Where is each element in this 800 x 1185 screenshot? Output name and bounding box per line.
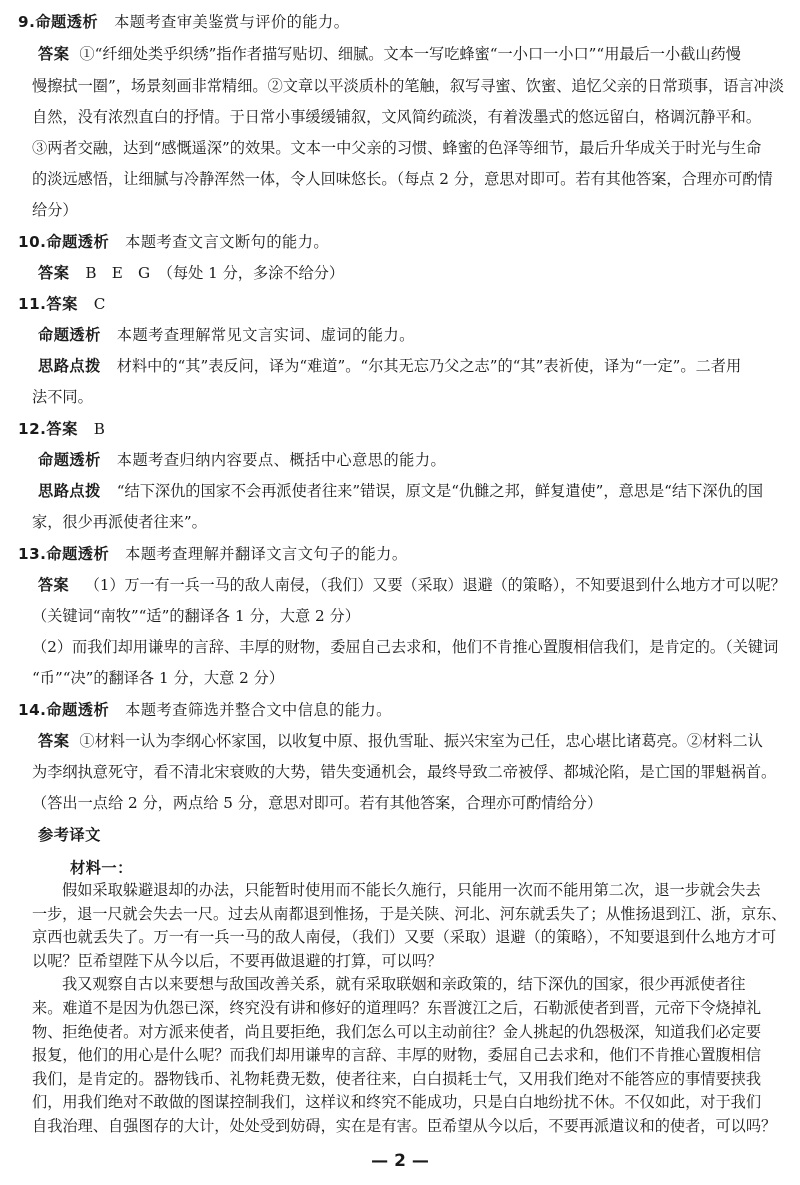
q9-answer-line-4: ③两者交融，达到“感慨遥深”的效果。文本一中父亲的习惯、蜂蜜的色泽等细节，最后升华成关于时光与生命 — [32, 139, 762, 157]
page-number: — 2 — — [371, 1151, 429, 1171]
translation-p1-line-1: 假如采取躲避退却的办法，只能暂时使用而不能长久施行，只能用一次而不能用第二次，退一步就会失去 — [62, 881, 761, 899]
q10-label-answer: 答案 — [38, 264, 70, 282]
material-one-heading: 材料一： — [70, 859, 133, 877]
translation-p2-line-2: 来。难道不是因为仇怨已深，终究没有讲和修好的道理吗？东晋渡江之后，石勒派使者到晋，元帝下令烧掉礼 — [32, 999, 761, 1017]
q9-answer-line-2: 慢擦拭一圈”，场景刻画非常精细。②文章以平淡质朴的笔触，叙写寻蜜、饮蜜、追忆父亲的日常琐事，语言冲淡 — [32, 77, 784, 95]
q12-label-answer: 答案 — [46, 420, 78, 438]
q12-label-silu: 思路点拨 — [38, 482, 101, 500]
q11-silu-line-2: 法不同。 — [32, 388, 93, 406]
q9-answer-line-6: 给分） — [32, 201, 78, 219]
translation-p1-line-3: 京西也就丢失了。万一有一兵一马的敌人南侵，（我们）又要（采取）退避（的策略），不知要退到什么地方才可 — [32, 928, 777, 946]
q9-label-mingti: 命题透析 — [35, 13, 99, 31]
translation-p2-line-6: 们，用我们绝对不敢做的图谋控制我们，这样议和终究不能成功，只是白白地纷扰不休。不仅如此，对于我们 — [32, 1093, 761, 1111]
translation-p2-line-7: 自我治理、自强图存的大计，处处受到妨碍，实在是有害。臣希望从今以后，不要再派遣议和的使者，可以吗？ — [32, 1117, 777, 1135]
q9-number: 9. — [18, 13, 36, 31]
translation-p2-line-3: 物、拒绝使者。对方派来使者，尚且要拒绝，我们怎么可以主动前往？金人挑起的仇怨极深，知道我们必定要 — [32, 1023, 761, 1041]
q12-silu-line-2: 家，很少再派使者往来”。 — [32, 513, 207, 531]
q13-mingti-text: 本题考查理解并翻译文言文句子的能力。 — [125, 545, 408, 563]
q12-mingti-text: 本题考查归纳内容要点、概括中心意思的能力。 — [116, 451, 447, 469]
q9-mingti-text: 本题考查审美鉴赏与评价的能力。 — [114, 13, 350, 31]
q9-answer-line-5: 的淡远感悟，让细腻与冷静浑然一体，令人回味悠长。（每点 2 分，意思对即可。若有其他答案，合理亦可酌情 — [32, 170, 773, 188]
q14-answer-line-3: （答出一点给 2 分，两点给 5 分，意思对即可。若有其他答案，合理亦可酌情给分） — [32, 794, 603, 812]
q13-answer-line-4: “币”“决”的翻译各 1 分，大意 2 分） — [32, 669, 284, 687]
q14-mingti-text: 本题考查筛选并整合文中信息的能力。 — [125, 701, 392, 719]
q14-answer-line-1: 答案 ①材料一认为李纲心怀家国，以收复中原、报仇雪耻、振兴宋室为己任，忠心堪比诸葛亮。②材料二认 — [38, 732, 763, 750]
q10-mingti-text: 本题考查文言文断句的能力。 — [125, 233, 330, 251]
q14-label-answer: 答案 — [38, 732, 70, 750]
q11-silu-line-1: 思路点拨 材料中的“其”表反问，译为“难道”。“尔其无忘乃父之志”的“其”表祈使，译为“一定”。二者用 — [38, 357, 742, 375]
q10-header — [18, 226, 329, 258]
q14-number: 14. — [18, 701, 47, 719]
q10-label-mingti: 命题透析 — [46, 233, 110, 251]
q11-number: 11. — [18, 295, 47, 313]
q9-header — [18, 6, 349, 38]
q9-answer-line-3: 自然，没有浓烈直白的抒情。于日常小事缓缓铺叙，文风简约疏淡，有着泼墨式的悠远留白，格调沉静平和。 — [32, 108, 761, 126]
q14-answer-line-2: 为李纲执意死守，看不清北宋衰败的大势，错失变通机会，最终导致二帝被俘、都城沦陷，是亡国的罪魁祸首。 — [32, 763, 777, 781]
q10-number: 10. — [18, 233, 47, 251]
q14-label-mingti: 命题透析 — [46, 701, 110, 719]
translation-p1-line-2: 一步，退一尺就会失去一尺。过去从南都退到惟扬，于是关陕、河北、河东就丢失了；从惟扬退到江、浙，京东、 — [32, 905, 787, 923]
q13-number: 13. — [18, 545, 47, 563]
q13-answer-line-2: （关键词“南牧”“适”的翻译各 1 分，大意 2 分） — [32, 607, 360, 625]
translation-p2-line-1: 我又观察自古以来要想与敌国改善关系，就有采取联姻和亲政策的，结下深仇的国家，很少再派使者往 — [62, 975, 746, 993]
q11-label-silu: 思路点拨 — [38, 357, 101, 375]
q10-answer — [38, 257, 344, 289]
q12-number: 12. — [18, 420, 47, 438]
q12-label-mingti: 命题透析 — [38, 451, 101, 469]
q12-silu-line-1: 思路点拨 “结下深仇的国家不会再派使者往来”错误，原文是“仇雠之邦，鲜复遣使”，意思是“结下深仇的国 — [38, 482, 764, 500]
q9-label-answer: 答案 — [38, 45, 70, 63]
q13-answer-line-3: （2）而我们却用谦卑的言辞、丰厚的财物，委屈自己去求和，他们不肯推心置腹相信我们，是肯定的。（关键词 — [32, 638, 779, 656]
q14-header — [18, 694, 392, 726]
q11-label-answer: 答案 — [46, 295, 78, 313]
reference-translation-title: 参考译文 — [38, 826, 101, 844]
q11-mingti — [38, 319, 415, 351]
q12-mingti — [38, 444, 446, 476]
translation-p2-line-5: 我们，是肯定的。器物钱币、礼物耗费无数，使者往来，白白损耗士气，又用我们绝对不能答应的事情要挟我 — [32, 1070, 761, 1088]
q11-answer-text: C — [93, 295, 106, 313]
q13-label-answer: 答案 — [38, 576, 70, 594]
q13-header — [18, 538, 408, 570]
q11-label-mingti: 命题透析 — [38, 326, 101, 344]
q10-answer-text: B E G （每处 1 分，多涂不给分） — [85, 264, 345, 282]
q13-label-mingti: 命题透析 — [46, 545, 110, 563]
translation-p2-line-4: 报复，他们的用心是什么呢？而我们却用谦卑的言辞、丰厚的财物，委屈自己去求和，他们不肯推心置腹相信 — [32, 1046, 761, 1064]
q12-header — [18, 413, 105, 445]
q11-header — [18, 288, 105, 320]
translation-p1-line-4: 以呢？臣希望陛下从今以后，不要再做退避的打算，可以吗？ — [32, 952, 443, 970]
q9-answer-line-1: 答案 ①“纤细处类乎织绣”指作者描写贴切、细腻。文本一写吃蜂蜜“一小口一小口”“用最后一小截山药慢 — [38, 45, 741, 63]
q11-mingti-text: 本题考查理解常见文言实词、虚词的能力。 — [116, 326, 415, 344]
q13-answer-line-1: 答案 （1）万一有一兵一马的敌人南侵，（我们）又要（采取）退避（的策略），不知要退到什么地方才可以呢？ — [38, 576, 786, 594]
q12-answer-text: B — [93, 420, 105, 438]
